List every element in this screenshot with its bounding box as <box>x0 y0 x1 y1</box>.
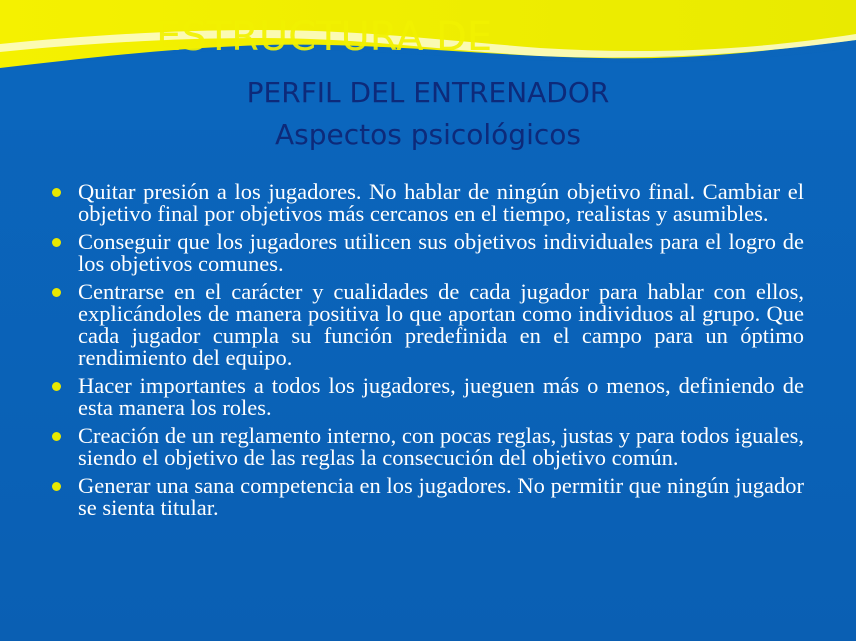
bullet-dot-icon <box>52 188 61 197</box>
bullet-text: Hacer importantes a todos los jugadores, jueguen más o menos, definiendo de esta manera los roles. <box>78 373 804 420</box>
bullet-list <box>52 181 804 525</box>
bullet-text: Conseguir que los jugadores utilicen sus objetivos individuales para el logro de los objetivos comunes. <box>78 229 804 276</box>
bullet-text: Creación de un reglamento interno, con pocas reglas, justas y para todos iguales, siendo el objetivo de las reglas la consecución del objetivo común. <box>78 423 804 470</box>
bullet-item <box>52 375 804 419</box>
slide-subtitle: PERFIL DEL ENTRENADOR <box>246 76 610 109</box>
bullet-dot-icon <box>52 238 61 247</box>
bullet-dot-icon <box>52 432 61 441</box>
bullet-dot-icon <box>52 288 61 297</box>
bullet-item <box>52 425 804 469</box>
slide-title: ESTRUCTURA DE <box>156 14 493 60</box>
bullet-item <box>52 281 804 369</box>
slide-subheading: Aspectos psicológicos <box>275 118 581 151</box>
bullet-text: Quitar presión a los jugadores. No hablar de ningún objetivo final. Cambiar el objetivo final por objetivos más cercanos en el tiempo, realistas y asumibles. <box>78 179 804 226</box>
bullet-text: Generar una sana competencia en los jugadores. No permitir que ningún jugador se sienta titular. <box>78 473 804 520</box>
bullet-dot-icon <box>52 382 61 391</box>
bullet-item <box>52 475 804 519</box>
bullet-item <box>52 231 804 275</box>
bullet-text: Centrarse en el carácter y cualidades de cada jugador para hablar con ellos, explicándoles de manera positiva lo que aportan como individuos al grupo. Que cada jugador cumpla su función predefinida en el campo para un óptimo rendimiento del equipo. <box>78 279 804 370</box>
bullet-dot-icon <box>52 482 61 491</box>
bullet-item <box>52 181 804 225</box>
